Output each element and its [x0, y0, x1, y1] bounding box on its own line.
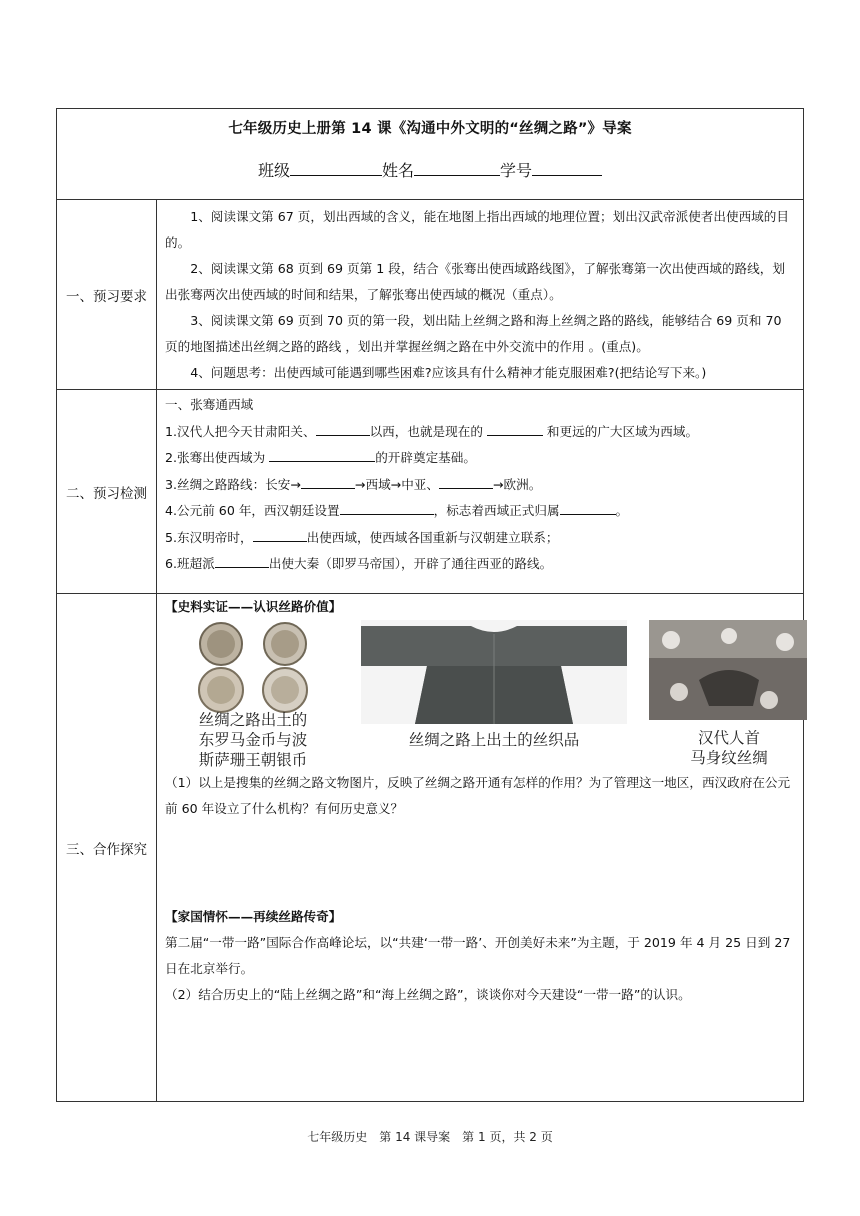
- preview-check-label: 二、预习检测: [57, 390, 157, 594]
- page-footer: 七年级历史 第 14 课导案 第 1 页，共 2 页: [307, 1130, 553, 1144]
- req-item-4: 4、问题思考：出使西域可能遇到哪些困难?应该具有什么精神才能克服困难?(把结论写下来。): [190, 365, 707, 380]
- coop-question-1: （1）以上是搜集的丝绸之路文物图片，反映了丝绸之路开通有怎样的作用？为了管理这一地区，西汉政府在公元前 60 年设立了什么机构？有何历史意义？: [165, 775, 791, 816]
- answer-blank[interactable]: [340, 502, 434, 515]
- answer-blank[interactable]: [316, 423, 370, 436]
- caption-silk: 汉代人首 马身纹丝绸: [690, 729, 768, 767]
- check-q5: 5.东汉明帝时， 出使西域，使西域各国重新与汉朝建立联系；: [165, 529, 559, 545]
- class-field[interactable]: [290, 161, 382, 176]
- check-q1: 1.汉代人把今天甘肃阳关、 以西，也就是现在的 和更远的广大区域为西域。: [165, 423, 699, 439]
- id-label: 学号: [500, 161, 533, 180]
- class-label: 班级: [257, 161, 290, 180]
- answer-blank[interactable]: [253, 529, 307, 542]
- check-q4: 4.公元前 60 年，西汉朝廷设置 ，标志着西域正式归属 。: [165, 503, 629, 518]
- silk-image: [649, 620, 807, 720]
- section2-title: 【家国情怀——再续丝路传奇】: [165, 909, 342, 924]
- answer-blank[interactable]: [215, 555, 269, 568]
- check-heading: 一、张骞通西域: [165, 397, 254, 412]
- preview-req-content: [157, 200, 804, 390]
- req-item-3: 3、阅读课文第 69 页到 70 页的第一段，划出陆上丝绸之路和海上丝绸之路的路线，能够结合 69 页和 70 页的地图描述出丝绸之路的路线 ，划出并掌握丝绸之路在中外交流中的作用 。(重点)。: [165, 313, 782, 354]
- textile-image: [361, 620, 627, 724]
- req-item-2: 2、阅读课文第 68 页到 69 页第 1 段，结合《张骞出使西域路线图》，了解张骞第一次出使西域的路线，划出张骞两次出使西域的时间和结果，了解张骞出使西域的概况（重点）。: [165, 261, 785, 302]
- section1-title: 【史料实证——认识丝路价值】: [165, 599, 342, 614]
- answer-blank[interactable]: [439, 476, 493, 489]
- check-q3: 3.丝绸之路路线：长安→ →西域→中亚、 →欧洲。: [165, 476, 542, 492]
- header-cell: [57, 109, 804, 200]
- artifact-images: [165, 618, 797, 769]
- caption-textile: 丝绸之路上出土的丝织品: [408, 731, 580, 749]
- name-field[interactable]: [414, 161, 500, 176]
- coop-content: [157, 594, 804, 1102]
- page-title: 七年级历史上册第 14 课《沟通中外文明的“丝绸之路”》导案: [228, 121, 632, 137]
- coop-paragraph: 第二届“一带一路”国际合作高峰论坛，以“共建‘一带一路’、开创美好未来”为主题，于 2019 年 4 月 25 日到 27 日在北京举行。: [165, 935, 791, 976]
- worksheet-table: [56, 108, 804, 1102]
- answer-blank[interactable]: [560, 502, 616, 515]
- name-label: 姓名: [381, 161, 414, 180]
- preview-check-content: [157, 390, 804, 594]
- check-q2: 2.张骞出使西域为 的开辟奠定基础。: [165, 450, 476, 465]
- caption-coins: 丝绸之路出土的 东罗马金币与波 斯萨珊王朝银币: [198, 711, 308, 769]
- id-field[interactable]: [532, 161, 602, 176]
- coins-image: [185, 622, 321, 714]
- answer-blank[interactable]: [301, 476, 355, 489]
- answer-space-1[interactable]: [165, 822, 797, 904]
- answer-blank[interactable]: [269, 449, 375, 462]
- req-item-1: 1、阅读课文第 67 页，划出西域的含义，能在地图上指出西域的地理位置；划出汉武帝派使者出使西域的目的。: [165, 209, 789, 250]
- check-q6: 6.班超派 出使大秦（即罗马帝国），开辟了通往西亚的路线。: [165, 556, 553, 571]
- answer-blank[interactable]: [487, 423, 543, 436]
- coop-question-2: （2）结合历史上的“陆上丝绸之路”和“海上丝绸之路”，谈谈你对今天建设“一带一路”的认识。: [165, 987, 691, 1002]
- student-info: [57, 158, 803, 181]
- worksheet: [56, 108, 804, 1102]
- preview-req-label: 一、预习要求: [57, 200, 157, 390]
- coop-label: 三、合作探究: [57, 594, 157, 1102]
